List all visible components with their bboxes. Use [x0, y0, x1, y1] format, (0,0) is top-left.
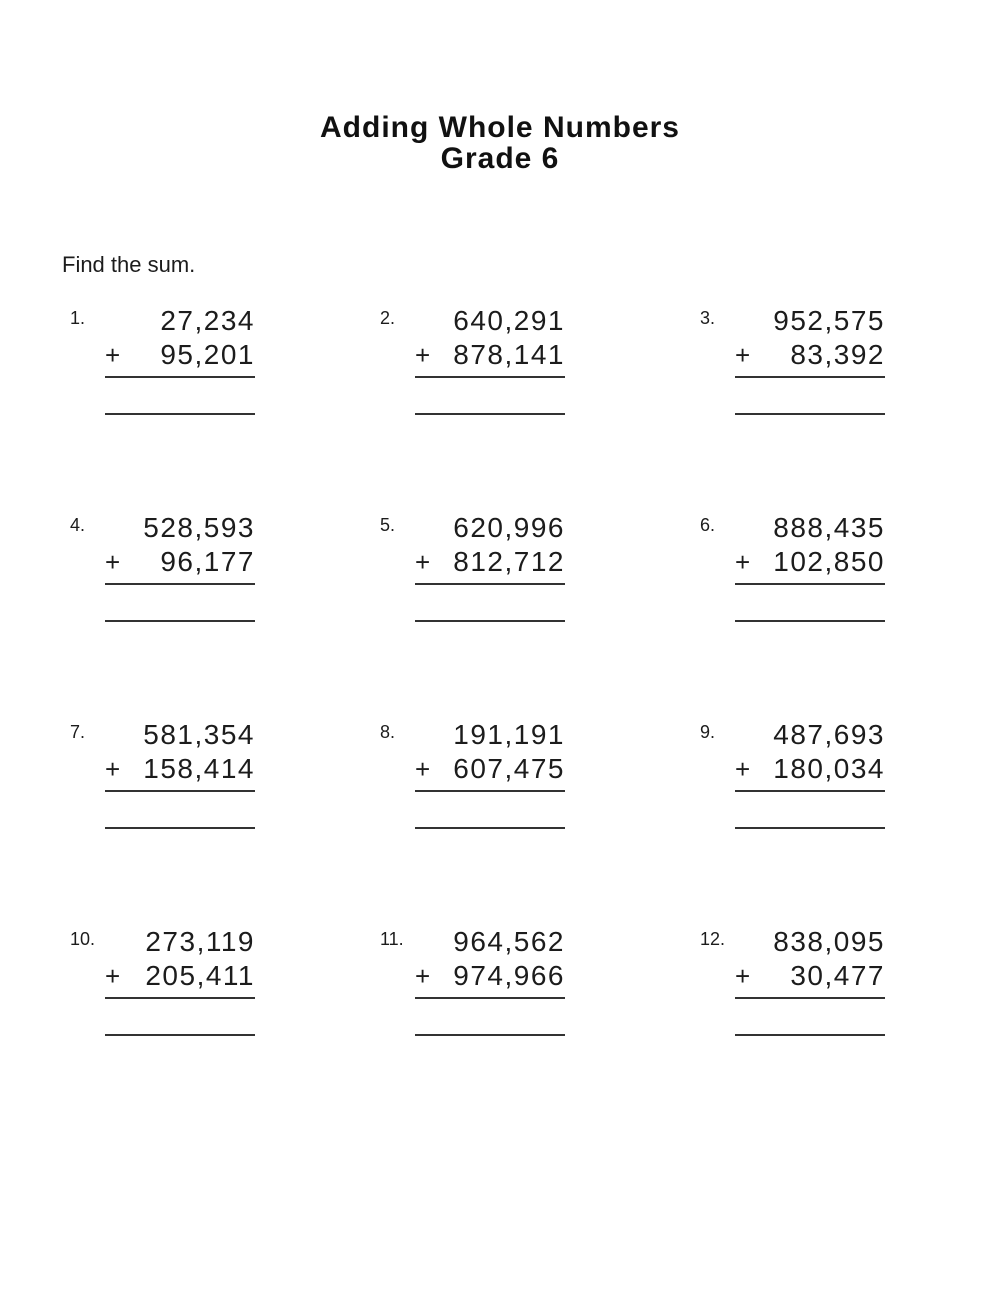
problem-10: [60, 925, 370, 1036]
problem-body: [105, 511, 255, 622]
plus-sign: +: [735, 961, 751, 991]
problem-body: [415, 718, 565, 829]
addend-top: 838,095: [773, 926, 885, 957]
plus-sign: +: [105, 961, 121, 991]
addend-top: 487,693: [773, 719, 885, 750]
plus-sign: +: [105, 340, 121, 370]
problem-9: [690, 718, 1000, 829]
addend-bottom-row: [105, 752, 255, 792]
answer-blank[interactable]: [105, 620, 255, 622]
addend-bottom: 30,477: [790, 960, 885, 991]
addend-bottom-row: [105, 545, 255, 585]
addend-bottom-row: [415, 959, 565, 999]
plus-sign: +: [105, 754, 121, 784]
problem-body: [735, 925, 885, 1036]
plus-sign: +: [735, 754, 751, 784]
answer-blank[interactable]: [415, 413, 565, 415]
answer-blank[interactable]: [415, 827, 565, 829]
addend-top: 273,119: [145, 926, 255, 957]
problem-3: [690, 304, 1000, 415]
plus-sign: +: [415, 754, 431, 784]
answer-blank[interactable]: [735, 413, 885, 415]
addend-bottom-row: [415, 752, 565, 792]
plus-sign: +: [415, 961, 431, 991]
problem-6: [690, 511, 1000, 622]
answer-blank[interactable]: [415, 1034, 565, 1036]
answer-blank[interactable]: [105, 827, 255, 829]
addend-bottom-row: [735, 545, 885, 585]
addend-bottom: 102,850: [773, 546, 885, 577]
plus-sign: +: [415, 547, 431, 577]
problems-grid: [60, 304, 1000, 1036]
problem-number: 4.: [70, 515, 86, 535]
addend-top: 528,593: [143, 512, 255, 543]
problem-number: 10.: [70, 929, 96, 949]
addend-bottom-row: [415, 545, 565, 585]
addend-bottom: 974,966: [453, 960, 565, 991]
answer-blank[interactable]: [735, 827, 885, 829]
addend-bottom: 607,475: [453, 753, 565, 784]
problem-body: [735, 304, 885, 415]
problem-number: 3.: [700, 308, 716, 328]
addend-top: 952,575: [773, 305, 885, 336]
problem-number: 2.: [380, 308, 396, 328]
addend-bottom: 205,411: [145, 960, 255, 991]
answer-blank[interactable]: [735, 620, 885, 622]
addend-top: 191,191: [453, 719, 565, 750]
instruction-text: Find the sum.: [62, 252, 196, 277]
addend-bottom: 180,034: [773, 753, 885, 784]
problem-body: [105, 925, 255, 1036]
addend-bottom-row: [735, 752, 885, 792]
plus-sign: +: [735, 340, 751, 370]
problem-4: [60, 511, 370, 622]
addend-bottom: 158,414: [143, 753, 255, 784]
problem-number: 12.: [700, 929, 726, 949]
addend-top: 581,354: [143, 719, 255, 750]
problem-11: [370, 925, 690, 1036]
plus-sign: +: [415, 340, 431, 370]
addend-bottom-row: [105, 959, 255, 999]
problem-7: [60, 718, 370, 829]
addend-top: 640,291: [453, 305, 565, 336]
problem-body: [735, 511, 885, 622]
addend-bottom-row: [735, 959, 885, 999]
title-line-2: Grade 6: [440, 142, 560, 175]
problem-body: [415, 511, 565, 622]
addend-bottom: 83,392: [790, 339, 885, 370]
addend-top: 27,234: [160, 305, 255, 336]
problem-body: [415, 925, 565, 1036]
answer-blank[interactable]: [105, 413, 255, 415]
answer-blank[interactable]: [415, 620, 565, 622]
answer-blank[interactable]: [735, 1034, 885, 1036]
addend-bottom-row: [415, 338, 565, 378]
plus-sign: +: [735, 547, 751, 577]
addend-top: 888,435: [773, 512, 885, 543]
problem-body: [415, 304, 565, 415]
addend-bottom: 878,141: [453, 339, 565, 370]
problem-5: [370, 511, 690, 622]
problem-number: 8.: [380, 722, 396, 742]
problem-number: 11.: [380, 929, 404, 949]
problem-1: [60, 304, 370, 415]
addend-bottom: 95,201: [160, 339, 255, 370]
answer-blank[interactable]: [105, 1034, 255, 1036]
problem-body: [105, 304, 255, 415]
plus-sign: +: [105, 547, 121, 577]
problem-8: [370, 718, 690, 829]
addend-bottom-row: [105, 338, 255, 378]
problem-body: [735, 718, 885, 829]
problem-2: [370, 304, 690, 415]
addend-bottom-row: [735, 338, 885, 378]
problem-number: 7.: [70, 722, 86, 742]
problem-number: 6.: [700, 515, 716, 535]
addend-top: 620,996: [453, 512, 565, 543]
addend-bottom: 96,177: [160, 546, 255, 577]
worksheet-title: [0, 112, 1000, 174]
problem-number: 1.: [70, 308, 86, 328]
problem-number: 9.: [700, 722, 716, 742]
addend-top: 964,562: [453, 926, 565, 957]
problem-body: [105, 718, 255, 829]
problem-number: 5.: [380, 515, 396, 535]
addend-bottom: 812,712: [453, 546, 565, 577]
title-line-1: Adding Whole Numbers: [320, 111, 680, 144]
problem-12: [690, 925, 1000, 1036]
